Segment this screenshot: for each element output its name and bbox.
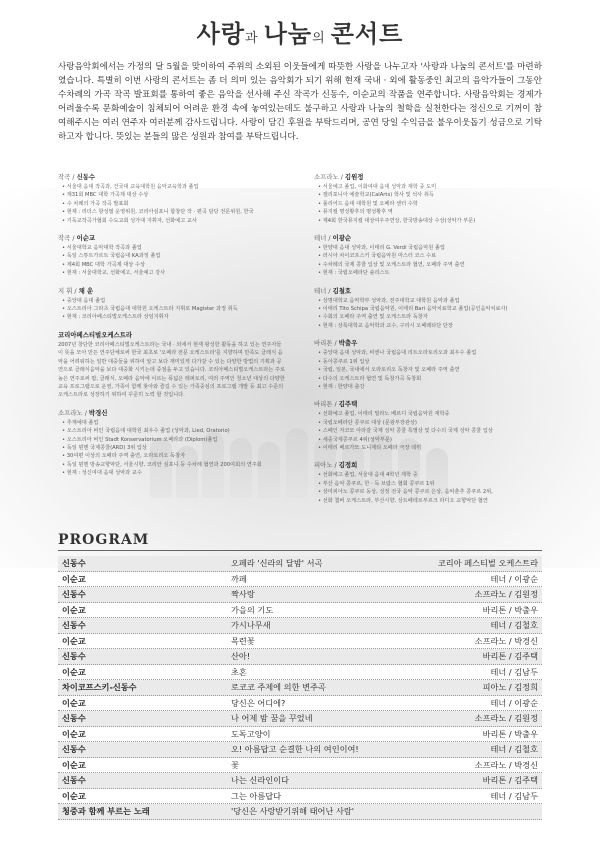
page-title: 사랑과 나눔의 콘서트 — [196, 19, 404, 48]
bio-line: • 수 차례의 가곡 작곡 발표회 — [58, 200, 286, 208]
bio-name: 김철호 — [332, 286, 352, 295]
program-composer: 신동수 — [62, 744, 86, 754]
program-composer: 신동수 — [62, 620, 86, 630]
bio-line: • 현재 : 한양대 출강 — [314, 383, 542, 391]
performer-bios — [58, 172, 542, 564]
bio-name: 김원정 — [344, 173, 364, 181]
program-row — [58, 572, 542, 588]
bio-role: 바리톤 / — [314, 400, 339, 409]
bio-block — [314, 338, 542, 391]
bios-right-column — [314, 172, 542, 513]
bio-line: • 상명대학교 음악학부 성악과, 전주대학교 대학원 음악과 졸업 — [314, 297, 542, 305]
program-row — [58, 804, 542, 820]
program-row — [58, 758, 542, 774]
bio-line: • 기독교작곡가협회 수도교회 성가대 지휘자, 선화예고 교사 — [58, 217, 286, 225]
program-performer: 소프라노 / 박경신 — [474, 759, 538, 770]
bio-line: • 국립오페라단 콩쿠르 대상 (문광부장관상) — [314, 419, 542, 427]
bio-name: 신동수 — [76, 173, 96, 181]
bio-block — [58, 286, 286, 322]
program-performer: 코리아 페스티벌 오케스트라 — [437, 558, 538, 568]
program-row — [58, 680, 542, 696]
bio-line: • 서울대학교 음악대학 작곡과 졸업 — [58, 244, 286, 252]
bio-name: 김주택 — [338, 400, 358, 409]
program-composer: 신동수 — [62, 775, 86, 785]
bio-line: • 독일 뮌헨 방송교향악단, 서울시향, 코리안 심포니 등 수차례 협연과 200여회의 연주회 — [58, 461, 286, 469]
bio-block — [314, 172, 542, 225]
program-piece: '당신은 사랑받기위해 태어난 사람' — [231, 806, 355, 816]
program-row — [58, 665, 542, 681]
program-row — [58, 696, 542, 712]
bio-role: 소프라노 / — [314, 173, 345, 181]
program-performer: 바리톤 / 김주택 — [482, 775, 538, 785]
bio-role: 테너 / — [314, 234, 333, 243]
program-composer: 신동수 — [62, 651, 86, 661]
program-piece: 목련꽃 — [231, 635, 255, 646]
program-composer: 이순교 — [62, 759, 86, 770]
bios-left-column — [58, 172, 286, 486]
program-piece: 가을의 기도 — [231, 604, 274, 615]
program-row — [58, 618, 542, 634]
bio-line: • 서울대 음대 작곡과, 건국대 교육대학원 음악교육학과 졸업 — [58, 183, 286, 191]
bio-paragraph: 2007년 창단한 코리아페스티벌오케스트라는 국내 · 외에서 현재 왕성한 활동을 하고 있는 연주자들이 뜻을 모아 만든 연주단체로써 한국 최초로 '오페라 전문 오케스트라'를 지향하며 만족도 클래식 음악을 어려워하는 일반 대중들을 위하여 앞고 보다 재미있게 다가갈 수 있는 다양한 방법의 기획과 공연으로 클래식음악을 보다 대중화 시키는데 중점을 두고 있습니다. 코리아페스티벌오케스트라는 주로 높은 연주로써 팝, 클래식, 오페라 음악에 이르는 폭넓은 레퍼토리, 여러 주역인 청소년 대상의 다양한 교육 프로그램으로 운영, 가족이 함께 찾아와 즐길 수 있는 가족중심의 프로그램 개발 등 최고 수준의 오케스트라로 성장하기 위하여 꾸준히 노력 할 것입니다. — [58, 341, 285, 399]
program-piece: 초혼 — [231, 666, 247, 677]
program-piece: 로코코 주제에 의한 변주곡 — [231, 682, 326, 692]
program-performer: 소프라노 / 김원정 — [474, 589, 538, 599]
program-performer: 소프라노 / 김원정 — [474, 713, 538, 723]
bio-line: • 한양대 음대 성악과, 이태리 G. Verdi 국립음악원 졸업 — [314, 244, 542, 252]
bio-line: • 부산 음악 콩쿠르, 한 · 독 브람스 협회 콩쿠르 1위 — [314, 480, 542, 488]
program-piece: 그는 아름답다 — [231, 790, 282, 801]
program-row — [58, 556, 542, 572]
bio-line: • 독일 스튜트가르트 국립음대 KA과정 졸업 — [58, 252, 286, 260]
program-composer: 신동수 — [62, 713, 86, 723]
program-row — [58, 711, 542, 727]
bio-line: • 동아콩쿠르 1위 입상 — [314, 358, 542, 366]
program-performer: 바리톤 / 박출우 — [482, 604, 538, 615]
program-performer: 소프라노 / 박경신 — [474, 635, 538, 646]
program-piece: 도독고양이 — [231, 728, 271, 739]
program-piece: 오! 아름답고 순결한 나의 여인이여! — [231, 744, 359, 754]
bio-heading — [58, 408, 286, 417]
bio-block — [58, 172, 286, 225]
program-piece: 당신은 어디에? — [231, 697, 286, 708]
bio-line: • 중앙대 음대 성악과, 비엔나 국립음대 리트오라토리오과 최우수 졸업 — [314, 349, 542, 357]
bio-heading — [314, 399, 542, 408]
bio-line: • 30여편 이상의 오페라 주역 출연, 오라토리오 독창자 — [58, 452, 286, 460]
bio-line: • 현재 : 성신여대 음대 성악과 교수 — [58, 469, 286, 477]
program-piece: 꽃 — [231, 759, 239, 770]
program-row — [58, 789, 542, 805]
program-piece: 짝사랑 — [231, 589, 255, 599]
program-composer: 차이코프스키-신동수 — [62, 682, 137, 692]
bio-line: • 캘리포니아 예술학교(CalArts) 학사 및 석사 취득 — [314, 191, 542, 199]
bio-line: • 현재 : 서울대학교, 선화예고, 서울예고 강사 — [58, 269, 286, 277]
program-performer: 테너 / 이광순 — [490, 697, 538, 708]
program-composer: 이순교 — [62, 666, 86, 677]
program-composer: 이순교 — [62, 728, 86, 739]
bio-role: 바리톤 / — [314, 339, 339, 348]
program-composer: 이순교 — [62, 573, 86, 584]
bio-heading — [314, 286, 542, 295]
bio-heading — [58, 286, 286, 295]
bio-line: • 다수의 오케스트라 협연 및 독창가곡 독창회 — [314, 375, 542, 383]
intro-text: 사랑음악회에서는 가정의 달 5월을 맞이하여 주위의 소외된 이웃들에게 따뜻한 사랑을 나누고자 '사랑과 나눔의 콘서트'를 마련하였습니다. 특별히 이번 사랑의 콘서트는 좀 더 의미 있는 음악회가 되기 위해 현재 국내 · 외에 활동중인 최고의 음악가들이 그동안 수차례의 가곡 작곡 발표회를 통하여 좋은 음악을 선사해 주신 작곡가 신동수, 이순교의 작품을 연주합니다. 사랑음악회는 경제가 어려울수록 문화예술이 침체되어 어려운 환경 속에 놓여있는데도 불구하고 사랑과 나눔의 철학을 실천한다는 정신으로 기꺼이 참여해주시는 여러 연주자 여러분께 감사드립니다. 사랑이 담긴 후원을 부탁드리며, 공연 당일 수익금을 불우이웃돕기 성금으로 기탁하고자 합니다. 뜻있는 분들의 많은 성원과 참여를 부탁드립니다. — [58, 62, 542, 142]
bio-block — [314, 286, 542, 331]
bio-heading — [314, 338, 542, 347]
bio-role: 작곡 / — [58, 234, 77, 243]
bio-line: • 오스트리아 비인 Stadt Konservatorium 오페라과 (Diplom)졸업 — [58, 436, 286, 444]
bio-line: • 국립, 일본, 국내에서 오라토리오 독창자 및 오페라 주역 출연 — [314, 366, 542, 374]
bio-line: • 이태리 Tito Schipa 국립음악원, 이태리 Bari 음악치료학교 졸업(공인음악치료사) — [314, 305, 542, 313]
program-composer: 청중과 함께 부르는 노래 — [62, 806, 150, 816]
bio-heading — [58, 330, 286, 339]
bio-heading — [58, 172, 286, 181]
bio-line: • 스페인 자코모 아라갈 국제 성악 콩쿨 특별상 및 다수의 국제 성악 콩쿨 입상 — [314, 427, 542, 435]
program-composer: 신동수 — [62, 589, 86, 599]
program-performer: 피아노 / 김정희 — [482, 682, 538, 692]
bio-line: • 선화 챔버 오케스트라, 부산시향, 상트페테르부르크 라디오 교향악단 협연 — [314, 497, 542, 505]
bio-line: • 중앙대 음대 졸업 — [58, 297, 286, 305]
bio-block — [58, 408, 286, 478]
program-performer: 테너 / 김철호 — [490, 744, 538, 754]
bio-line: • 제4회 MBC 대학 가곡제 대상 수상 — [58, 261, 286, 269]
program-row — [58, 634, 542, 650]
bio-line: • 롤리어드 음대 대학원 및 오페라 센터 수학 — [314, 200, 542, 208]
bio-heading — [314, 233, 542, 242]
program-row — [58, 603, 542, 619]
bio-line: • 오스트리아 비인 국립음대 대학원 최우수 졸업 (성악과, Lied, Oratorio) — [58, 427, 286, 435]
program-composer: 이순교 — [62, 697, 86, 708]
program-performer: 바리톤 / 김주택 — [482, 651, 538, 661]
bio-name: 이순교 — [76, 234, 96, 243]
program-row — [58, 587, 542, 603]
bio-block — [314, 233, 542, 278]
program-performer: 테너 / 김남두 — [490, 666, 538, 677]
bio-heading — [314, 460, 542, 469]
bio-line: • 추계예대 졸업 — [58, 419, 286, 427]
bio-role: 소프라노 / — [58, 408, 89, 417]
program-composer: 신동수 — [62, 558, 86, 568]
program-composer: 이순교 — [62, 790, 86, 801]
bio-name: 박경신 — [88, 408, 108, 417]
bio-name: 채 운 — [78, 286, 94, 295]
bio-block — [314, 399, 542, 452]
bio-name: 이광순 — [332, 234, 352, 243]
program-row — [58, 649, 542, 665]
program-piece: 나 어제 밤 꿈을 꾸었네 — [231, 713, 313, 723]
bio-line: • 서울예고 졸업, 이화여대 음대 성악과 재학 중 도미 — [314, 183, 542, 191]
program-performer: 테너 / 김철호 — [490, 620, 538, 630]
program-piece: 까페 — [231, 573, 247, 584]
bio-line: • 독일 뮌헨 국제콩쿨(ARD) 3위 입상 — [58, 444, 286, 452]
program-table — [58, 556, 542, 820]
program-piece: 가시나무새 — [231, 620, 271, 630]
bio-role: 테너 / — [314, 286, 333, 295]
bio-role: 작곡 / — [58, 173, 77, 181]
bio-line: • 현재 : 코리아페스티벌오케스트라 상임지휘자 — [58, 313, 286, 321]
bio-line: • 러시아 차이코프스키 국립음악원 마스터 코스 수료 — [314, 252, 542, 260]
bio-line: • 제4회 한국뮤지컬 대상여우주연상, 한국방송대상 수상(성악가 부문) — [314, 217, 542, 225]
bio-role: 피아노 / — [314, 461, 339, 470]
bio-heading — [314, 172, 542, 181]
program-heading: PROGRAM — [58, 529, 542, 551]
bio-block — [58, 233, 286, 278]
program-piece: 나는 신라인이다 — [231, 775, 289, 785]
program-performer: 테너 / 김남두 — [490, 790, 538, 801]
bio-line: • 이태리 베르가모 도니제티 오페라 극장 데뷔 — [314, 444, 542, 452]
program-performer: 테너 / 이광순 — [490, 573, 538, 584]
bio-line: • 선화예고 졸업, 서울대 음대 4학년 재학 중 — [314, 471, 542, 479]
bio-line: • 상미피아노 콩쿠르 동상, 성정 전국 음악 콩쿠르 은상, 음악춘추 콩쿠르 2위, — [314, 488, 542, 496]
program-composer: 이순교 — [62, 635, 86, 646]
bio-line: • 현재 : 상록대학교 음악학과 교수, 구리시 오페레타단 단장 — [314, 322, 542, 330]
bio-block — [58, 330, 286, 400]
bio-line: • 세종국제콩쿠르 4위(성악부문) — [314, 436, 542, 444]
bio-name: 김정희 — [338, 461, 358, 470]
program-composer: 이순교 — [62, 604, 86, 615]
bio-line: • 제31회 MBC 대학 가곡제 대상 수상 — [58, 191, 286, 199]
bio-line: • 선화예고 졸업, 이태리 밀라노 베르디 국립음악원 재학중 — [314, 410, 542, 418]
program-piece: 산아! — [231, 651, 251, 661]
bio-block — [314, 460, 542, 505]
bio-heading — [58, 233, 286, 242]
bio-line: • 현재 : 국립오페라단 솔리스트 — [314, 269, 542, 277]
program-row — [58, 742, 542, 758]
program-row — [58, 727, 542, 743]
program-row — [58, 773, 542, 789]
bio-line: • 현재 : 리더스 항성필 운영위원, 코리아심포니 합창단 작 · 편곡 담당 전문위원, 한국 — [58, 208, 286, 216]
bio-line: • 수회의 오페라 주역 출연 및 오케스트라 독창자 — [314, 313, 542, 321]
program-performer: 바리톤 / 박출우 — [482, 728, 538, 739]
bio-name: 코리아페스티벌오케스트라 — [58, 330, 133, 339]
bio-line: • 뮤지컬 명성황후의 명성황후 역 — [314, 208, 542, 216]
bio-name: 박출우 — [338, 339, 358, 348]
bio-line: • 오스트리아 그라츠 국립음대 대학원 오케스트라 지휘로 Magister 과정 취득 — [58, 305, 286, 313]
bio-role: 지 휘 / — [58, 286, 79, 295]
bio-line: • 수차례의 국제 콩쿨 입상 및 오케스트라 협연, 오페라 주역 출연 — [314, 261, 542, 269]
program-piece: 오페라 '신라의 달밤' 서곡 — [231, 558, 323, 568]
